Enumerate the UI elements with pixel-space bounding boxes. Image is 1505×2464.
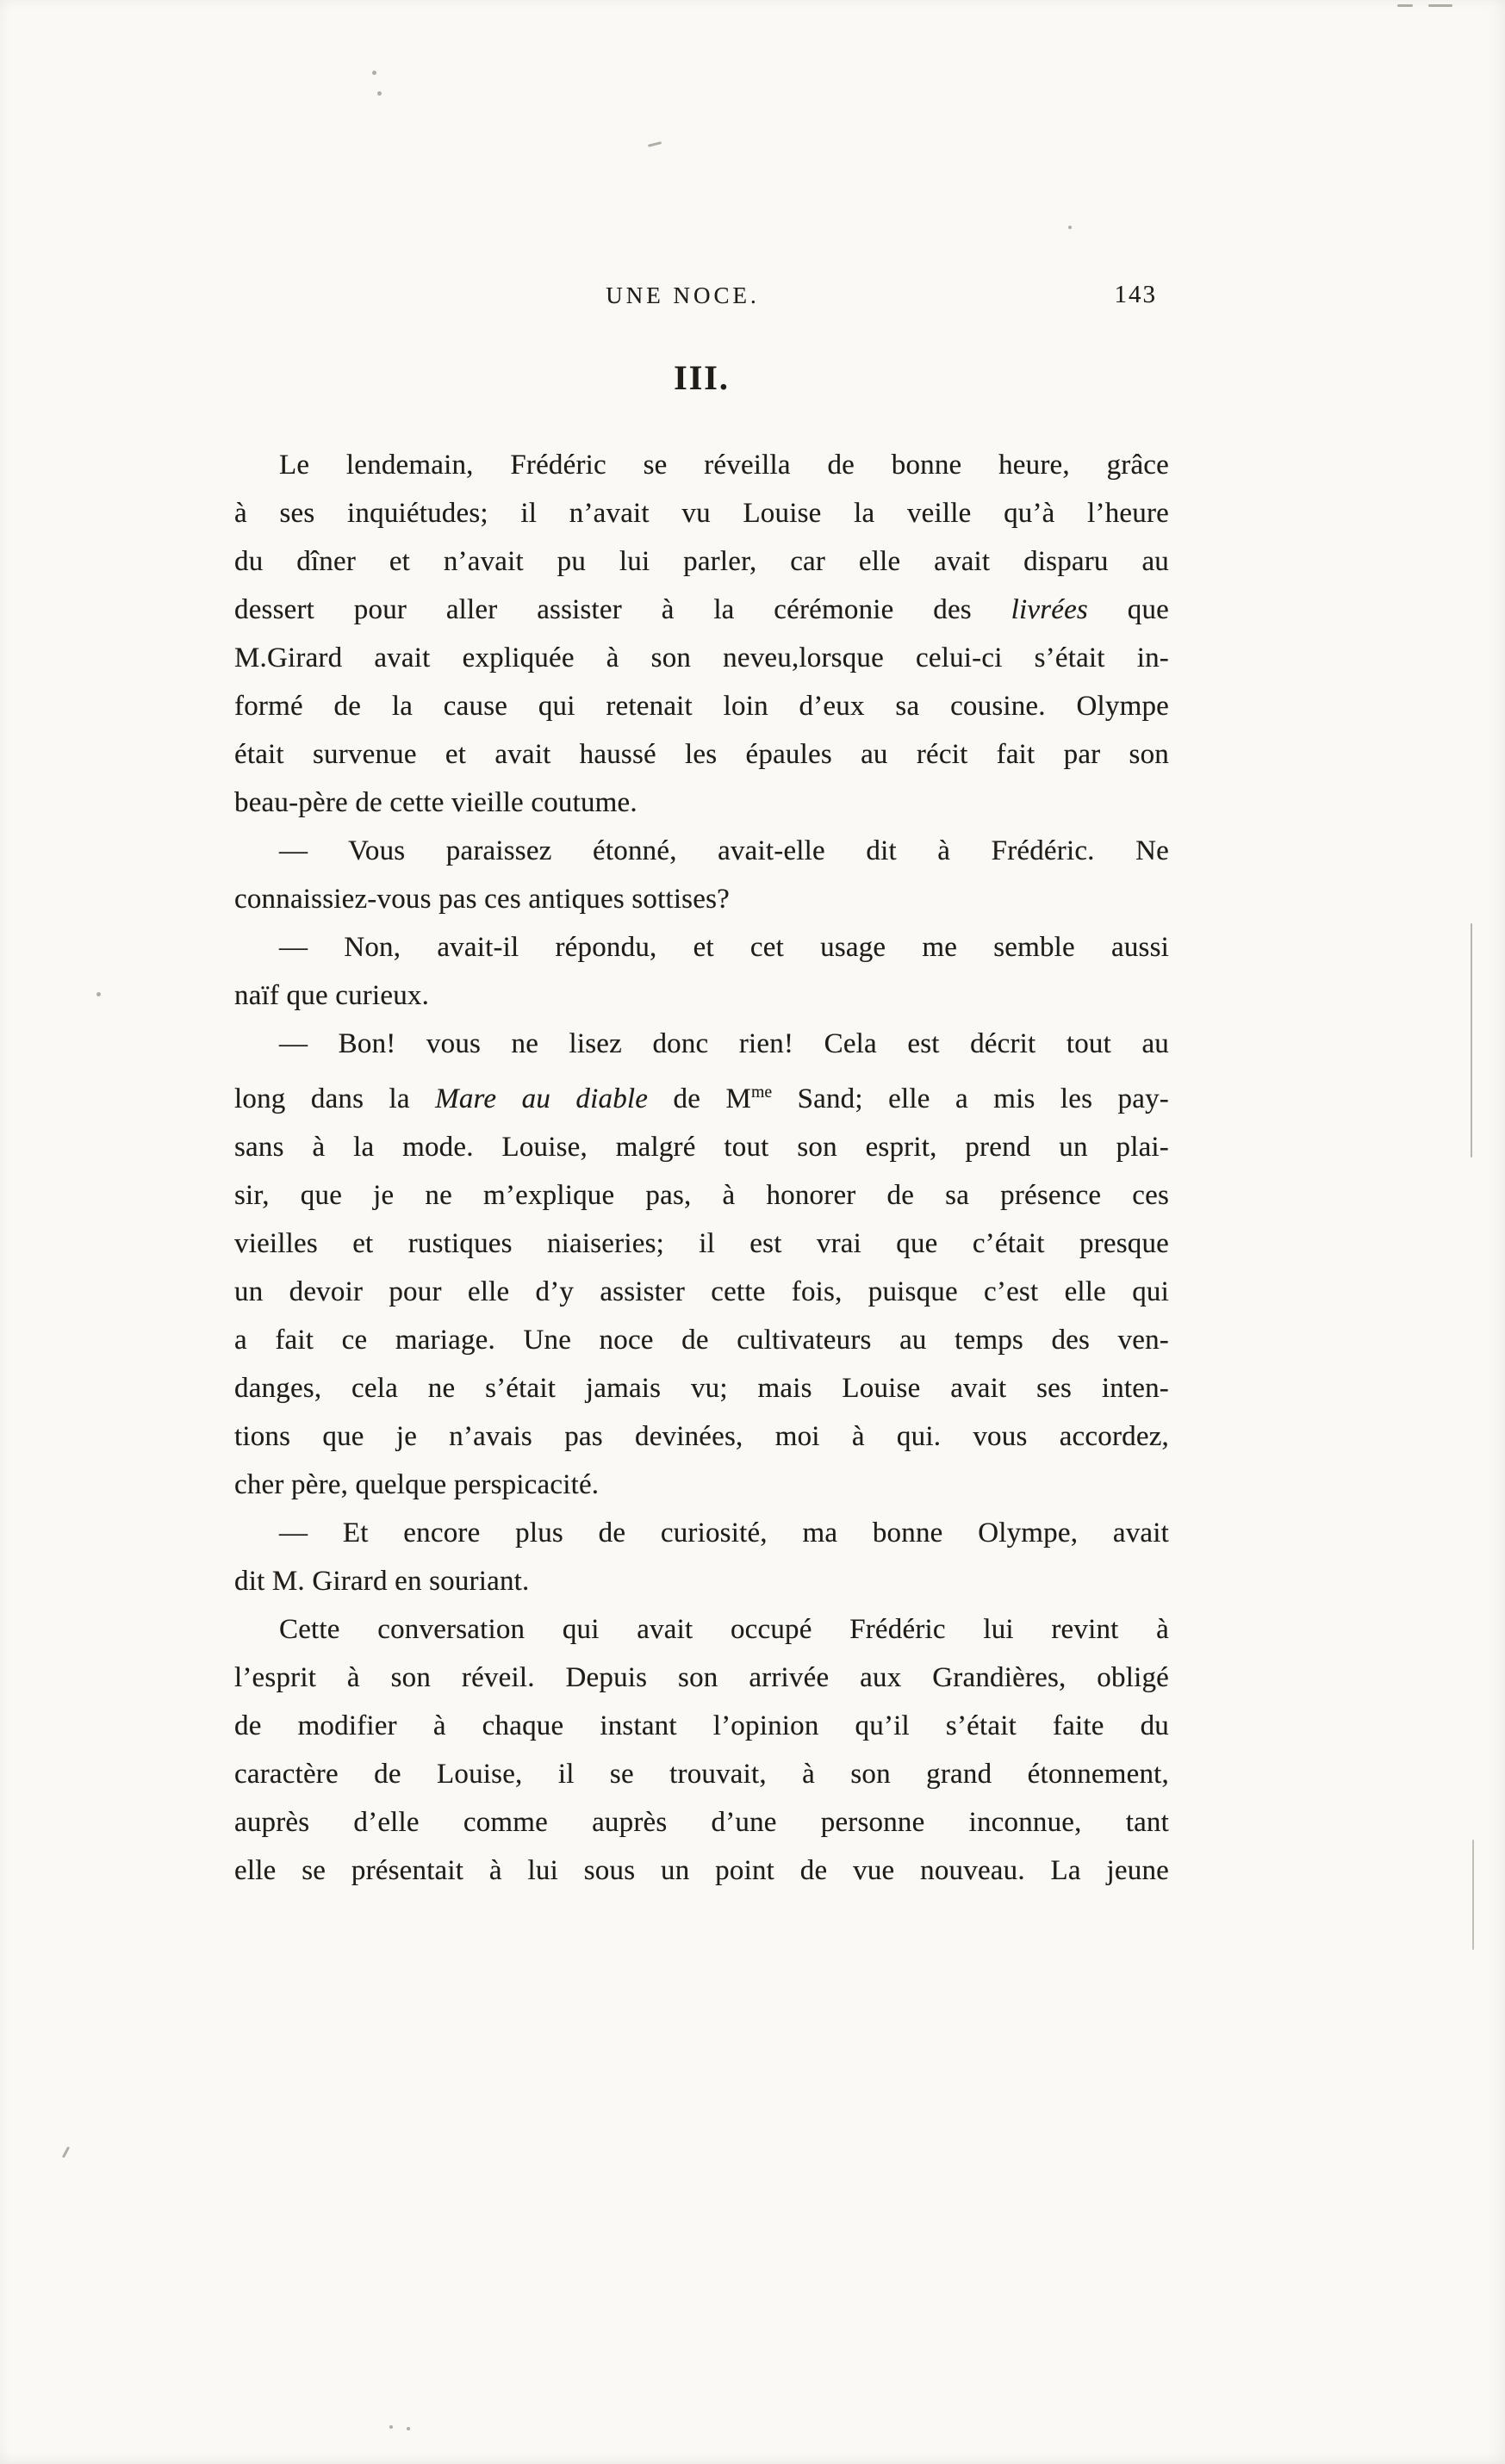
scan-speck-artifact [62,2146,70,2158]
text-segment: à ses inquiétudes; il n’avait vu Louise la veille qu’à l’heure [234,498,1169,529]
scan-speck-artifact [1068,226,1072,229]
text-line [234,682,1169,730]
text-line [234,971,1169,1020]
text-segment: était survenue et avait haussé les épaules au récit fait par son [234,739,1169,770]
text-segment: un devoir pour elle d’y assister cette fois, puisque c’est elle qui [234,1276,1169,1307]
text-line [234,779,1169,827]
text-line [234,923,1169,971]
text-line [234,1509,1169,1557]
paragraph [234,923,1169,1020]
text-line [234,827,1169,875]
text-line [234,1220,1169,1268]
text-line [234,1557,1169,1605]
text-segment: Cette conversation qui avait occupé Frédéric lui revint à [279,1614,1169,1645]
text-line [234,586,1169,634]
text-segment: M.Girard avait expliquée à son neveu,lorsque celui-ci s’était in- [234,642,1169,673]
text-line [234,1702,1169,1750]
text-line [234,1316,1169,1364]
scan-line-artifact [1471,923,1472,1158]
text-line [234,1412,1169,1461]
text-segment: danges, cela ne s’était jamais vu; mais Louise avait ses inten- [234,1373,1169,1404]
text-segment: Sand; elle a mis les pay- [772,1083,1169,1114]
paragraph [234,827,1169,923]
running-title: UNE NOCE. [606,282,760,308]
text-segment: dessert pour aller assister à la cérémonie des [234,594,1011,625]
text-segment: a fait ce mariage. Une noce de cultivateurs au temps des ven- [234,1325,1169,1356]
text-segment: — Vous paraissez étonné, avait-elle dit à Frédéric. Ne [279,835,1169,866]
text-segment: vieilles et rustiques niaiseries; il est vrai que c’était presque [234,1228,1169,1259]
text-segment: de modifier à chaque instant l’opinion qu’il s’était faite du [234,1710,1169,1741]
text-segment: du dîner et n’avait pu lui parler, car elle avait disparu au [234,546,1169,577]
text-column [234,0,1169,1895]
text-line [234,1068,1169,1123]
scan-speck-artifact [407,2427,410,2430]
scan-speck-artifact [389,2425,393,2429]
text-line [234,730,1169,779]
text-segment: sir, que je ne m’explique pas, à honorer de sa présence ces [234,1180,1169,1211]
text-line [234,1171,1169,1220]
text-segment: — Non, avait-il répondu, et cet usage me semble aussi [279,932,1169,963]
text-segment: que [1087,594,1169,625]
text-segment: beau-père de cette vieille coutume. [234,787,637,818]
text-line [234,634,1169,682]
scan-line-artifact [1472,1840,1474,1950]
text-segment: — Bon! vous ne lisez donc rien! Cela est décrit tout au [279,1028,1169,1059]
text-segment: connaissiez-vous pas ces antiques sottises? [234,884,730,915]
text-line [234,1750,1169,1798]
page-header [234,282,1169,309]
text-segment: de M [648,1083,751,1114]
text-line [234,1798,1169,1846]
text-segment: Le lendemain, Frédéric se réveilla de bonne heure, grâce [279,450,1169,481]
text-line [234,1654,1169,1702]
body-text [234,441,1169,1895]
text-segment: — Et encore plus de curiosité, ma bonne Olympe, avait [279,1518,1169,1549]
scan-dash-artifact [1428,4,1452,7]
paragraph [234,1605,1169,1895]
text-line [234,441,1169,489]
italic-text: Mare au diable [435,1083,649,1114]
text-line [234,1123,1169,1171]
text-segment: long dans la [234,1083,436,1114]
text-line [234,1605,1169,1654]
paragraph [234,1020,1169,1509]
text-line [234,875,1169,923]
text-segment: dit M. Girard en souriant. [234,1566,530,1597]
text-line [234,489,1169,537]
superscript-text: me [751,1083,773,1102]
text-segment: elle se présentait à lui sous un point de vue nouveau. La jeune [234,1855,1169,1886]
text-segment: formé de la cause qui retenait loin d’eux sa cousine. Olympe [234,691,1169,722]
text-segment: cher père, quelque perspicacité. [234,1469,600,1500]
page-number: 143 [1114,281,1157,308]
paragraph [234,1509,1169,1605]
italic-text: livrées [1011,594,1088,625]
text-line [234,1364,1169,1412]
text-segment: sans à la mode. Louise, malgré tout son esprit, prend un plai- [234,1132,1169,1163]
text-segment: naïf que curieux. [234,980,430,1011]
scan-speck-artifact [377,91,382,96]
text-line [234,1846,1169,1895]
text-segment: auprès d’elle comme auprès d’une personne inconnue, tant [234,1807,1169,1838]
text-line [234,537,1169,586]
scan-speck-artifact [372,71,376,75]
paragraph [234,441,1169,827]
section-heading: III. [674,358,730,397]
scan-speck-artifact [96,992,101,996]
text-segment: tions que je n’avais pas devinées, moi à qui. vous accordez, [234,1421,1169,1452]
text-segment: caractère de Louise, il se trouvait, à son grand étonnement, [234,1759,1169,1790]
text-segment: l’esprit à son réveil. Depuis son arrivée aux Grandières, obligé [234,1662,1169,1693]
scan-dash-artifact [1397,4,1413,7]
text-line [234,1268,1169,1316]
text-line [234,1461,1169,1509]
text-line [234,1020,1169,1068]
